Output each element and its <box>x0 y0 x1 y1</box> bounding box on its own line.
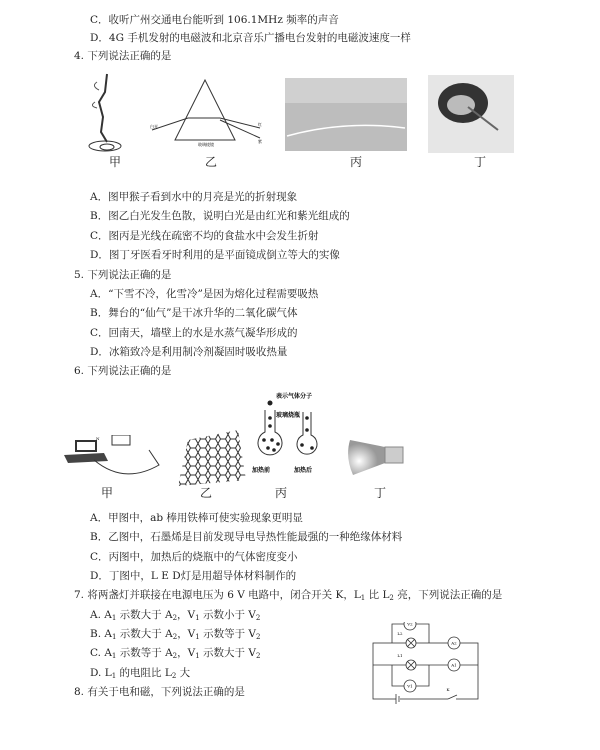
led-bulb-figure <box>345 435 410 480</box>
circuit-l2-label: L2 <box>397 631 403 636</box>
q4-option-a: A．图甲猴子看到水中的月亮是光的折射现象 <box>90 191 298 203</box>
flask-figure <box>250 390 335 475</box>
q4-caption-yi: 乙 <box>205 155 218 169</box>
prism-figure <box>150 78 265 150</box>
q6-caption-bing: 丙 <box>275 486 288 500</box>
q5-option-c: C．回南天，墙壁上的水是水蒸气凝华形成的 <box>90 327 298 339</box>
q6-option-b: B．乙图中，石墨烯是目前发现导电导热性能最强的一种绝缘体材料 <box>90 531 403 543</box>
q6-option-d: D．丁图中，L E D灯是用超导体材料制作的 <box>90 570 297 582</box>
circuit-l1-label: L1 <box>397 653 403 658</box>
q7-option-b: B. $A_1$ 示数大于 $A_2$，$V_1$ 示数等于 $V_2$ <box>90 628 261 641</box>
graphene-figure <box>178 430 246 486</box>
circuit-v1-label: V1 <box>407 683 413 689</box>
circuit-v2-label: V2 <box>407 622 413 627</box>
monkey-figure <box>85 72 125 154</box>
q7-option-d: D. $L_1$ 的电阻比 $L_2$ 大 <box>90 667 191 680</box>
prism-red-label: 红 <box>258 122 262 127</box>
after-heating-label: 加热后 <box>294 467 313 474</box>
dentist-photo <box>428 75 514 153</box>
q4-option-c: C．图丙是光线在疏密不均的食盐水中会发生折射 <box>90 230 319 242</box>
q4-caption-jia: 甲 <box>109 155 122 169</box>
q7-option-a: A. $A_1$ 示数大于 $A_2$，$V_1$ 示数小于 $V_2$ <box>90 609 261 622</box>
q5-option-d: D．冰箱致冷是利用制冷剂凝固时吸收热量 <box>90 346 288 358</box>
saltwater-photo <box>285 78 407 151</box>
q6-caption-jia: 甲 <box>101 486 114 500</box>
q8-stem: 8. 有关于电和磁，下列说法正确的是 <box>74 686 245 698</box>
circuit-k-label: K <box>446 687 450 692</box>
q6-stem: 6. 下列说法正确的是 <box>74 365 172 377</box>
q7-option-c: C. $A_1$ 示数等于 $A_2$，$V_1$ 示数大于 $V_2$ <box>90 647 261 660</box>
prism-violet-label: 紫 <box>258 139 262 144</box>
glass-flask-label: 玻璃烧瓶 <box>276 412 301 419</box>
q5-stem: 5. 下列说法正确的是 <box>74 269 172 281</box>
q5-option-b: B．舞台的“仙气”是干冰升华的二氧化碳气体 <box>90 307 298 319</box>
q7-stem: 7. 将两盏灯并联接在电源电压为 6 V 电路中，闭合开关 K，$L_1$ 比 $L_2$ 亮，下列说法正确的是 <box>74 589 503 602</box>
q3-option-c: C．收听广州交通电台能听到 106.1MHz 频率的声音 <box>90 14 339 26</box>
electromagnet-figure <box>64 435 164 480</box>
before-heating-label: 加热前 <box>252 467 271 474</box>
prism-glass-label: 玻璃棱镜 <box>198 142 214 147</box>
circuit-diagram <box>368 622 480 714</box>
prism-white-label: 白光 <box>150 124 158 129</box>
circuit-a2-label: A2 <box>451 640 457 646</box>
magnet-n-label: N <box>96 436 100 441</box>
q5-option-a: A．“下雪不冷，化雪冷”是因为熔化过程需要吸热 <box>90 288 319 300</box>
q6-caption-ding: 丁 <box>374 486 387 500</box>
q6-caption-yi: 乙 <box>200 486 213 500</box>
circuit-a1-label: A1 <box>451 662 457 668</box>
q6-option-a: A．甲图中，ab 棒用铁棒可使实验现象更明显 <box>90 512 303 524</box>
q4-option-d: D．图丁牙医看牙时利用的是平面镜成倒立等大的实像 <box>90 249 340 261</box>
molecule-label: 表示气体分子 <box>276 393 313 400</box>
q4-caption-bing: 丙 <box>350 155 363 169</box>
q4-option-b: B．图乙白光发生色散，说明白光是由红光和紫光组成的 <box>90 210 350 222</box>
q4-caption-ding: 丁 <box>474 155 487 169</box>
q4-stem: 4. 下列说法正确的是 <box>74 50 172 62</box>
q3-option-d: D．4G 手机发射的电磁波和北京音乐广播电台发射的电磁波速度一样 <box>90 32 411 44</box>
q6-option-c: C．丙图中，加热后的烧瓶中的气体密度变小 <box>90 551 298 563</box>
